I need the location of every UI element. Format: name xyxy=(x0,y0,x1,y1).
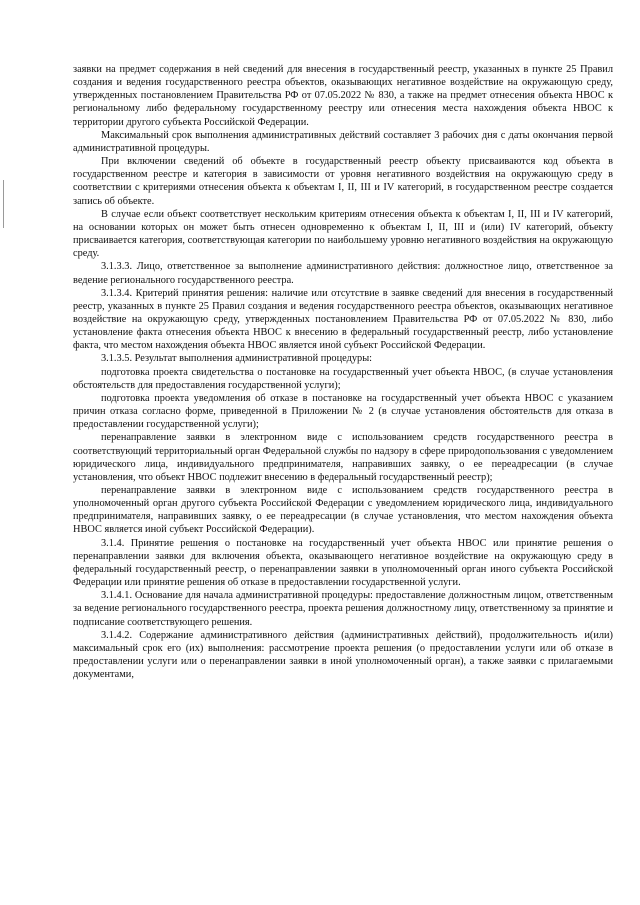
paragraph: Максимальный срок выполнения административных действий составляет 3 рабочих дня с даты окончания первой административной процедуры. xyxy=(73,129,613,154)
paragraph: подготовка проекта уведомления об отказе в постановке на государственный учет объекта НВОС с указанием причин отказа согласно форме, приведенной в Приложении № 2 (в случае установления обстоятельств для отказа в предоставлении государственной услуги); xyxy=(73,392,613,431)
paragraph: 3.1.3.5. Результат выполнения административной процедуры: xyxy=(101,353,373,365)
paragraph: 3.1.4. Принятие решения о постановке на государственный учет объекта НВОС или принятие решения о перенаправлении заявки для включения объекта, оказывающего негативное воздействие на окружающую среду в федеральный государственный реестр, о перенаправлении заявки в уполномоченный орган иного субъекта Российской Федерации или принятие решения об отказе в предоставлении государственной услуги. xyxy=(73,537,613,589)
paragraph: 3.1.3.4. Критерий принятия решения: наличие или отсутствие в заявке сведений для внесения в государственный реестр, указанных в пункте 25 Правил создания и ведения государственного реестра объектов, оказывающих негативное воздействие на окружающую среду, утвержденных постановлением Правительства РФ от 07.05.2022 № 830, либо установление факта отнесения объекта НВОС к внесению в федеральный государственный реестр, либо установление факта, что местом нахождения объекта НВОС является иной субъект Российской Федерации. xyxy=(73,287,613,352)
margin-mark xyxy=(3,180,4,228)
paragraph: перенаправление заявки в электронном виде с использованием средств государственного реестра в соответствующий территориальный орган Федеральной службы по надзору в сфере природопользования с уведомлением юридического лица, индивидуального предпринимателя, направивших заявку, о ее переадресации (в случае установления, что объект НВОС подлежит внесению в федеральный государственный реестр); xyxy=(73,432,613,483)
paragraph: В случае если объект соответствует нескольким критериям отнесения объекта к объектам I, II, III и IV категорий, на основании которых он может быть отнесен одновременно к объектам I, II, III и (или) IV категорий, объекту присваивается категория, соответствующая категории по наибольшему уровню негативного воздействия на окружающую среду. xyxy=(73,208,613,260)
paragraph: 3.1.4.1. Основание для начала административной процедуры: предоставление должностным лицом, ответственным за ведение регионального государственного реестра, проекта решения должностному лицу, ответственному за принятие и подписание соответствующего решения. xyxy=(73,590,613,628)
paragraph: подготовка проекта свидетельства о постановке на государственный учет объекта НВОС, (в случае установления обстоятельств для предоставления государственной услуги); xyxy=(73,366,613,391)
document-body xyxy=(73,63,613,681)
paragraph: При включении сведений об объекте в государственный реестр объекту присваиваются код объекта в государственном реестре и категория в зависимости от уровня негативного воздействия на окружающую среду в соответствии с критериями отнесения объекта к объектам I, II, III и IV категорий, в государственном реестре создается запись об объекте. xyxy=(73,156,613,207)
paragraph: заявки на предмет содержания в ней сведений для внесения в государственный реестр, указанных в пункте 25 Правил создания и ведения государственного реестра объектов, оказывающих негативное воздействие на окружающую среду, утвержденных постановлением Правительства РФ от 07.05.2022 № 830, а также на предмет отнесения объекта НВОС к региональному либо федеральному государственному реестру или отнесения места нахождения объекта НВОС к территории другого субъекта Российской Федерации. xyxy=(73,64,613,128)
paragraph: перенаправление заявки в электронном виде с использованием средств государственного реестра в уполномоченный орган другого субъекта Российской Федерации с уведомлением юридического лица, индивидуального предпринимателя, направивших заявку, о ее переадресации (в случае установления, что местом нахождения объекта НВОС является иной субъект Российской Федерации). xyxy=(73,485,613,536)
paragraph: 3.1.4.2. Содержание административного действия (административных действий), продолжительность и(или) максимальный срок его (их) выполнения: рассмотрение проекта решения (о предоставлении услуги или об отказе в предоставлении услуги или о перенаправлении заявки в иной уполномоченный орган), а также заявки с прилагаемыми документами, xyxy=(73,629,613,681)
paragraph: 3.1.3.3. Лицо, ответственное за выполнение административного действия: должностное лицо, ответственное за ведение регионального государственного реестра. xyxy=(73,261,613,286)
